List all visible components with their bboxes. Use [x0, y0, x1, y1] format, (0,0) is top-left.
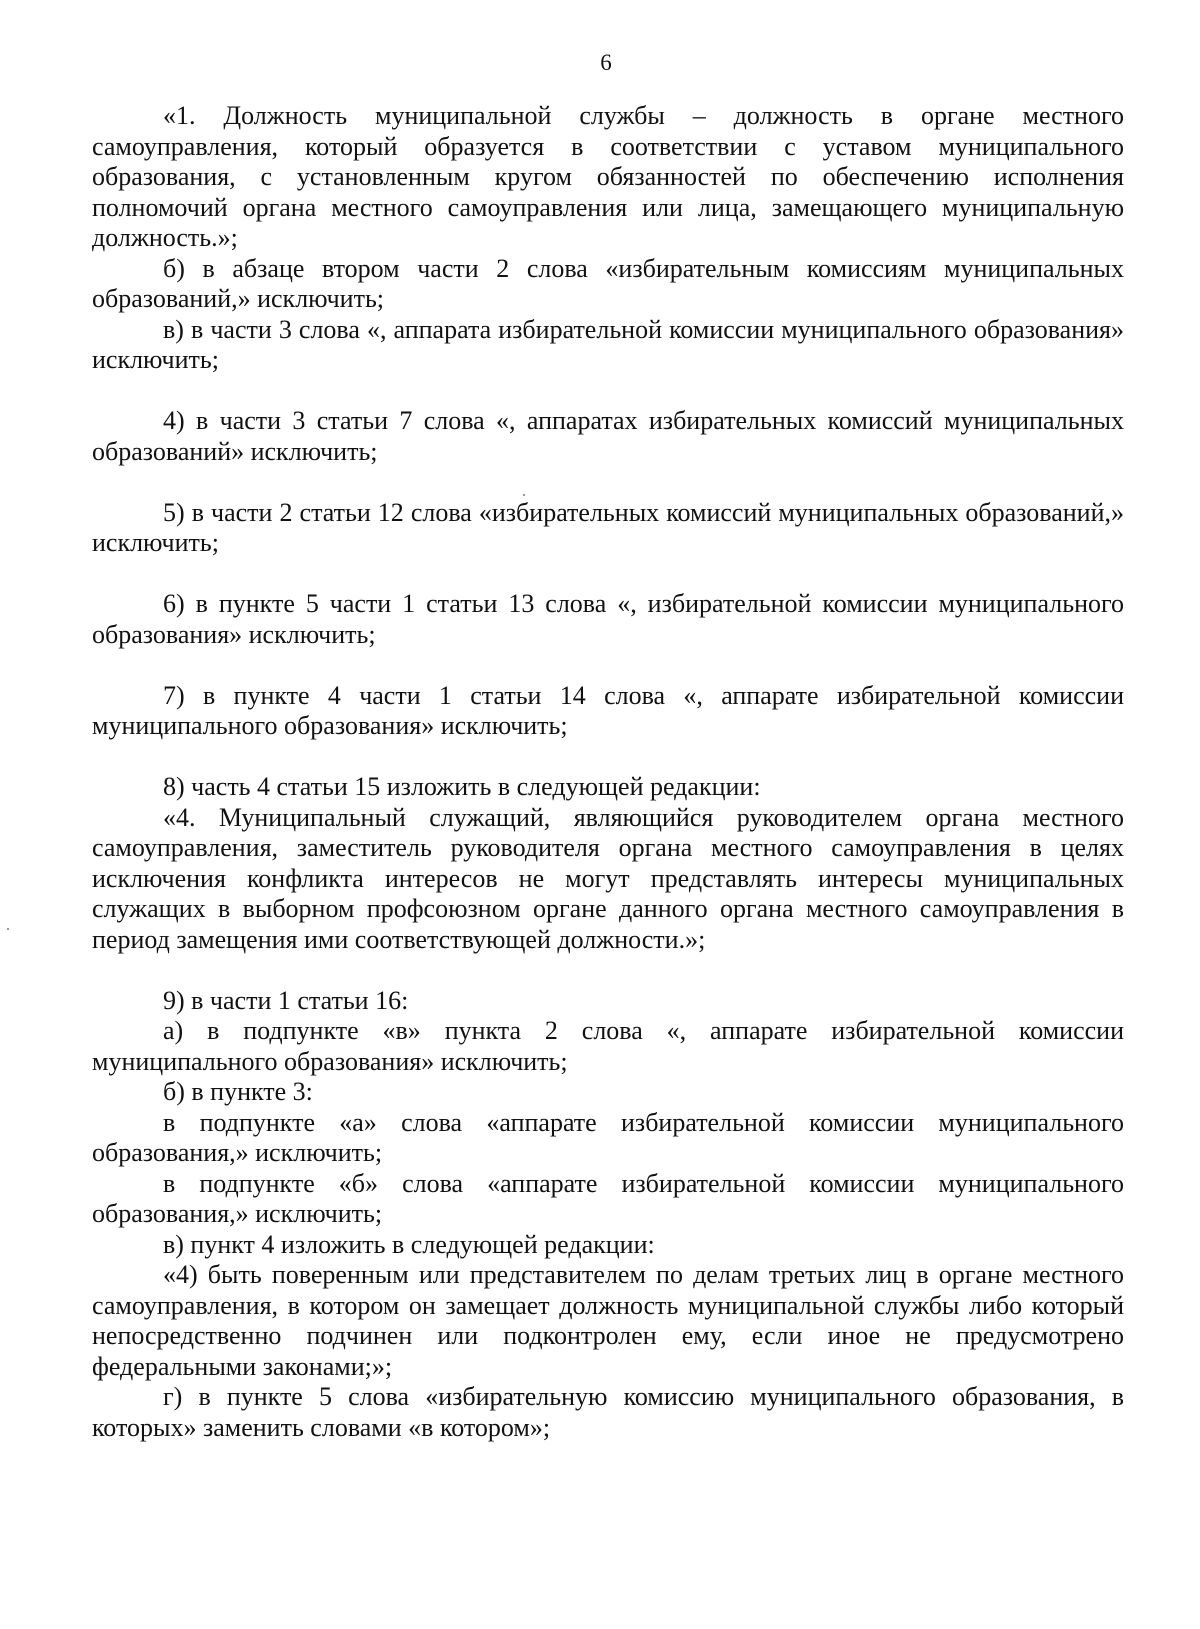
text-block: [92, 101, 1124, 1443]
amendment-item-v: в) в части 3 слова «, аппарата избирательной комиссии муниципального образования» исключить;: [92, 314, 1124, 374]
amendment-item-9: 9) в части 1 статьи 16:: [163, 985, 409, 1015]
paragraph-gap: [92, 650, 1124, 681]
quoted-part-4-text: «4. Муниципальный служащий, являющийся руководителем органа местного самоуправления, заместитель руководителя органа местного самоуправления в целях исключения конфликта интересов не могут представлять интересы муниципальных служащих в выборном профсоюзном органе данного органа местного самоуправления в период замещения ими соответствующей должности.»;: [92, 802, 1124, 954]
paragraph-gap: [92, 376, 1124, 407]
subpoint-b-paragraph: в подпункте «б» слова «аппарате избирательной комиссии муниципального образования,» исключить;: [92, 1168, 1124, 1228]
amendment-item-7: 7) в пункте 4 части 1 статьи 14 слова «, аппарате избирательной комиссии муниципального образования» исключить;: [92, 680, 1124, 740]
amendment-item-4: 4) в части 3 статьи 7 слова «, аппаратах избирательных комиссий муниципальных образований» исключить;: [92, 406, 1124, 466]
subitem-v: в) пункт 4 изложить в следующей редакции:: [163, 1229, 655, 1259]
scan-speck: [7, 928, 9, 930]
amendment-item-b: б) в абзаце втором части 2 слова «избирательным комиссиям муниципальных образований,» исключить;: [92, 253, 1124, 313]
subitem-a: а) в подпункте «в» пункта 2 слова «, аппарате избирательной комиссии муниципального образования» исключить;: [92, 1016, 1124, 1076]
paragraph-gap: [92, 742, 1124, 773]
amendment-item-6: 6) в пункте 5 части 1 статьи 13 слова «, избирательной комиссии муниципального образования» исключить;: [92, 589, 1124, 649]
quoted-definition-paragraph: «1. Должность муниципальной службы – должность в органе местного самоуправления, который образуется в соответствии с уставом муниципального образования, с установленным кругом обязанностей по обеспечению исполнения полномочий органа местного самоуправления или лица, замещающего муниципальную должность.»;: [92, 101, 1124, 252]
paragraph-gap: [92, 467, 1124, 498]
paragraph-gap: [92, 559, 1124, 590]
subpoint-a-paragraph: в подпункте «а» слова «аппарате избирательной комиссии муниципального образования,» исключить;: [92, 1107, 1124, 1167]
page-number: 6: [600, 50, 612, 75]
subitem-g: г) в пункте 5 слова «избирательную комиссию муниципального образования, в которых» заменить словами «в котором»;: [92, 1382, 1124, 1442]
quoted-point-4-text: «4) быть поверенным или представителем по делам третьих лиц в органе местного самоуправления, в котором он замещает должность муниципальной службы либо который непосредственно подчинен или подконтролен ему, если иное не предусмотрено федеральными законами;»;: [92, 1260, 1124, 1381]
paragraph-gap: [92, 955, 1124, 986]
subitem-b: б) в пункте 3:: [163, 1077, 313, 1106]
amendment-item-8: 8) часть 4 статьи 15 изложить в следующей редакции:: [163, 772, 761, 801]
amendment-item-5: 5) в части 2 статьи 12 слова «избирательных комиссий муниципальных образований,» исключить;: [92, 497, 1124, 557]
scan-speck: [523, 494, 525, 496]
